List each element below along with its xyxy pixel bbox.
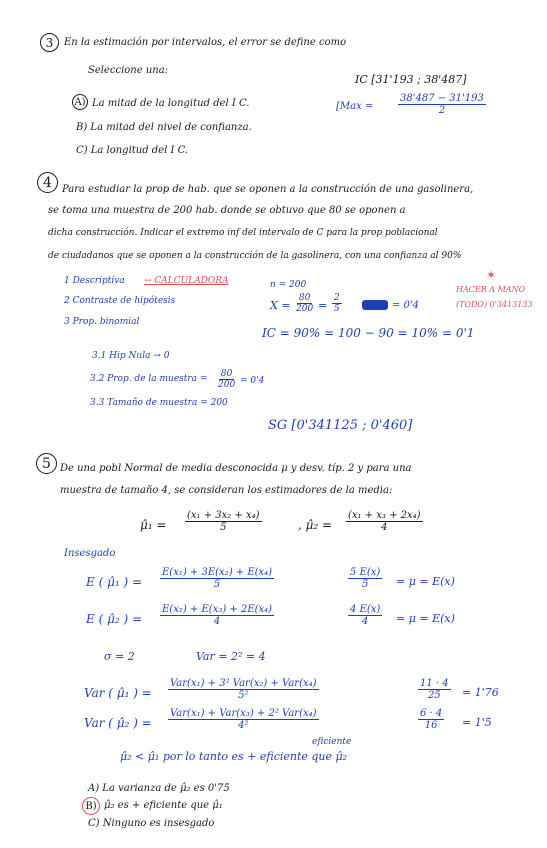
x-label: X = xyxy=(270,299,291,312)
substep-3: 3.3 Tamaño de muestra = 200 xyxy=(90,398,228,408)
variance-value: Var = 2² = 4 xyxy=(196,650,266,663)
question-line: se toma una muestra de 200 hab. donde se obtuvo que 80 se oponen a xyxy=(48,205,406,216)
option-b-marker: B) xyxy=(82,797,100,815)
variance-1-lhs: Var ( μ̂₁ ) = xyxy=(84,686,152,700)
fraction-denominator: 5 xyxy=(361,579,369,590)
question-line: de ciudadanos que se oponen a la construcción de la gasolinera, con una confianza al 90% xyxy=(48,251,462,261)
fraction-numerator: 4 E(x) xyxy=(350,604,381,615)
fraction-denominator: 2 xyxy=(438,105,446,116)
variance-2-result: = 1'5 xyxy=(462,716,492,729)
fraction-denominator: 4² xyxy=(238,720,249,731)
max-error-fraction xyxy=(398,93,486,116)
question-number: 5 xyxy=(36,453,57,474)
fraction-numerator: Var(x₁) + Var(x₃) + 2² Var(x₄) xyxy=(170,708,317,719)
fraction-denominator: 200 xyxy=(296,304,314,314)
substep-1: 3.1 Hip Nula → 0 xyxy=(92,351,170,361)
max-error-label: [Max = xyxy=(336,101,374,112)
conclusion-line: μ̂₂ < μ̂₁ por lo tanto es + eficiente que μ̂₂ xyxy=(120,750,348,763)
estimator-2-lhs: , μ̂₂ = xyxy=(298,518,333,532)
option-c-text: C) Ninguno es insesgado xyxy=(88,818,215,829)
estimator-1-fraction xyxy=(185,510,262,533)
star-icon: ✶ xyxy=(486,268,497,282)
fraction-numerator: 5 E(x) xyxy=(350,567,381,578)
fraction-denominator: 4 xyxy=(213,616,221,627)
option-c-text: C) La longitud del I C. xyxy=(76,145,189,156)
expectation-2-lhs: E ( μ̂₂ ) = xyxy=(86,612,143,626)
sigma-value: σ = 2 xyxy=(104,650,135,663)
fraction-numerator: 80 xyxy=(298,293,311,303)
x-fraction xyxy=(294,293,315,314)
calculator-tag: → CALCULADORA xyxy=(144,276,229,286)
option-a-text: A) La varianza de μ̂₂ es 0'75 xyxy=(88,783,230,794)
fraction-denominator: 4 xyxy=(361,616,369,627)
step-1: 1 Descriptiva xyxy=(64,276,125,286)
fraction-denominator: 4 xyxy=(381,522,388,533)
fraction-denominator: 16 xyxy=(424,720,438,731)
question-prompt: En la estimación por intervalos, el error se define como xyxy=(64,37,347,48)
x-result: = 0'4 xyxy=(392,300,420,311)
fraction-numerator: 80 xyxy=(220,369,233,379)
expectation-2-simplified xyxy=(348,604,382,627)
fraction-numerator: 38'487 − 31'193 xyxy=(400,93,484,104)
sample-prop-fraction xyxy=(216,369,237,390)
fraction-denominator: 200 xyxy=(218,380,236,390)
variance-2-fraction xyxy=(168,708,319,731)
fraction-denominator: 25 xyxy=(427,690,441,701)
option-b-text: μ̂₂ es + eficiente que μ̂₁ xyxy=(104,800,223,811)
question-line: muestra de tamaño 4, se consideran los estimadores de la media: xyxy=(60,485,393,496)
x-fraction-simplified xyxy=(332,293,342,314)
expectation-1-result: = μ = E(x) xyxy=(396,575,455,588)
question-line: De una pobl Normal de media desconocida μ y desv. típ. 2 y para una xyxy=(60,463,412,474)
option-a-marker: A) xyxy=(72,94,88,110)
sample-prop-result: = 0'4 xyxy=(240,376,265,386)
step-3: 3 Prop. binomial xyxy=(64,317,140,327)
expectation-1-simplified xyxy=(348,567,382,590)
question-number: 3 xyxy=(40,33,59,52)
confidence-interval: IC [31'193 ; 38'487] xyxy=(355,73,467,86)
fraction-numerator: E(x₁) + E(x₃) + 2E(x₄) xyxy=(162,604,273,615)
variance-1-result: = 1'76 xyxy=(462,686,499,699)
expectation-1-fraction xyxy=(160,567,274,590)
confidence-calc: IC = 90% = 100 − 90 = 10% = 0'1 xyxy=(262,326,475,340)
fraction-denominator: 5² xyxy=(238,690,249,701)
equals-sign: = xyxy=(318,299,328,312)
option-b-text: B) La mitad del nivel de confianza. xyxy=(76,122,252,133)
substep-2: 3.2 Prop. de la muestra = xyxy=(90,374,208,384)
unbiased-heading: Insesgado xyxy=(64,548,116,559)
option-a-text: La mitad de la longitud del I C. xyxy=(92,98,250,109)
scribble-mark xyxy=(362,300,388,310)
fraction-denominator: 5 xyxy=(220,522,227,533)
expectation-2-fraction xyxy=(160,604,274,627)
variance-2-lhs: Var ( μ̂₂ ) = xyxy=(84,716,152,730)
fraction-numerator: E(x₁) + 3E(x₂) + E(x₄) xyxy=(162,567,273,578)
fraction-numerator: 11 · 4 xyxy=(420,678,449,689)
step-2: 2 Contraste de hipótesis xyxy=(64,296,176,306)
estimator-1-lhs: μ̂₁ = xyxy=(140,518,167,532)
fraction-numerator: (x₁ + x₃ + 2x₄) xyxy=(348,510,421,521)
fraction-numerator: (x₁ + 3x₂ + x₄) xyxy=(187,510,260,521)
question-number: 4 xyxy=(37,172,58,193)
hand-note-value: (TODO) 0'3413133 xyxy=(456,300,533,309)
sample-size: n = 200 xyxy=(270,280,307,290)
question-line: Para estudiar la prop de hab. que se oponen a la construcción de una gasolinera, xyxy=(62,184,474,195)
variance-2-simplified xyxy=(418,708,444,731)
final-interval: SG [0'341125 ; 0'460] xyxy=(268,418,413,433)
fraction-numerator: 2 xyxy=(334,293,340,303)
fraction-denominator: 5 xyxy=(334,304,340,314)
fraction-denominator: 5 xyxy=(213,579,221,590)
hand-note: HACER A MANO xyxy=(456,285,526,294)
variance-1-simplified xyxy=(418,678,451,701)
expectation-2-result: = μ = E(x) xyxy=(396,612,455,625)
conclusion-insert: eficiente xyxy=(312,737,352,747)
estimator-2-fraction xyxy=(346,510,423,533)
variance-1-fraction xyxy=(168,678,319,701)
fraction-numerator: 6 · 4 xyxy=(420,708,443,719)
expectation-1-lhs: E ( μ̂₁ ) = xyxy=(86,575,143,589)
question-line: dicha construcción. Indicar el extremo inf del intervalo de C para la prop poblacional xyxy=(48,228,438,238)
question-prompt-select: Seleccione una: xyxy=(88,65,169,76)
fraction-numerator: Var(x₁) + 3² Var(x₂) + Var(x₄) xyxy=(170,678,317,689)
